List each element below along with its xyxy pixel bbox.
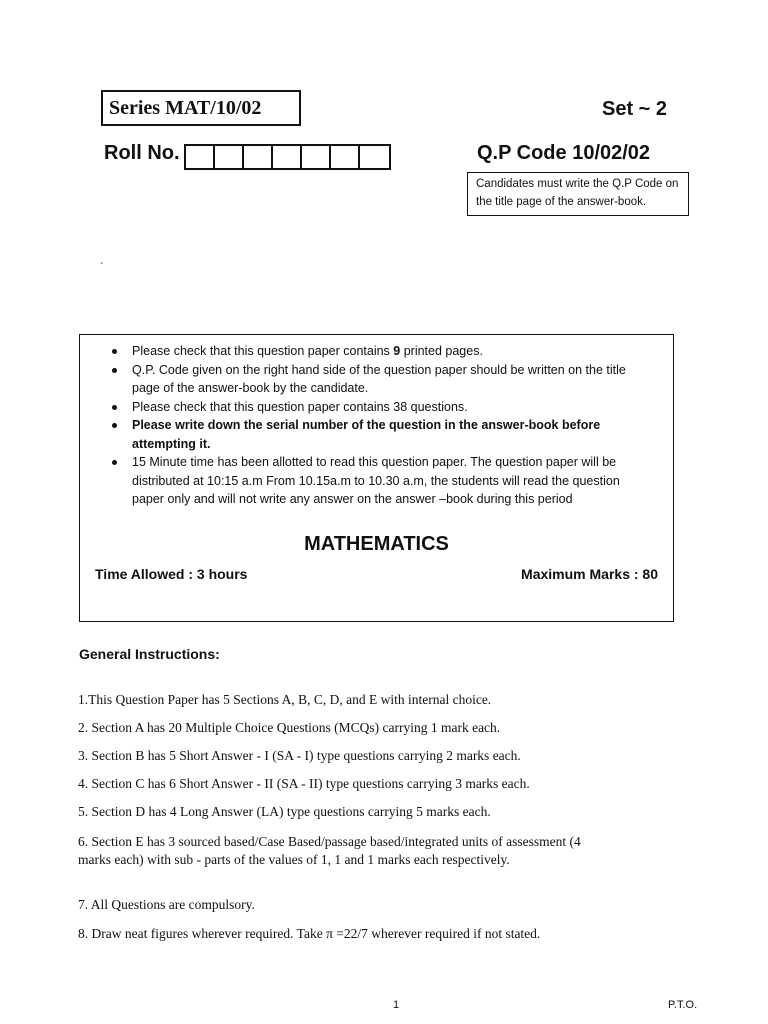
stray-mark: - — [100, 258, 104, 269]
instruction-item: Please write down the serial number of the question in the answer-book before attempting it. — [110, 416, 640, 453]
instructions-list — [110, 342, 640, 509]
general-instructions-heading: General Instructions: — [79, 646, 220, 662]
pto-label: P.T.O. — [668, 999, 698, 1011]
roll-number-box — [331, 146, 360, 168]
series-label: Series MAT/10/02 — [101, 90, 301, 126]
general-instruction-item: 4. Section C has 6 Short Answer - II (SA - II) type questions carrying 3 marks each. — [78, 776, 530, 791]
page-number: 1 — [393, 999, 400, 1011]
instructions-box — [79, 334, 674, 622]
instruction-item: 15 Minute time has been allotted to read this question paper. The question paper will be distributed at 10:15 a.m From 10.15a.m to 10.30 a.m, the students will read the question paper only and will not write any answer on the answer –book during this period — [110, 453, 640, 509]
set-label: Set ~ 2 — [602, 98, 668, 120]
roll-number-box — [186, 146, 215, 168]
roll-number-boxes — [184, 144, 391, 170]
roll-number-box — [360, 146, 389, 168]
instruction-item: Q.P. Code given on the right hand side of the question paper should be written on the title page of the answer-book by the candidate. — [110, 361, 640, 398]
maximum-marks: Maximum Marks : 80 — [521, 566, 658, 582]
roll-number-box — [302, 146, 331, 168]
roll-number-box — [215, 146, 244, 168]
general-instruction-item: 8. Draw neat figures wherever required. Take π =22/7 wherever required if not stated. — [78, 926, 541, 941]
subject-title: MATHEMATICS — [304, 533, 449, 555]
instruction-item: Please check that this question paper contains 9 printed pages. — [110, 342, 640, 361]
qp-code-label: Q.P Code 10/02/02 — [477, 142, 651, 164]
time-allowed: Time Allowed : 3 hours — [95, 566, 248, 582]
general-instruction-item: 1.This Question Paper has 5 Sections A, B, C, D, and E with internal choice. — [78, 692, 492, 707]
general-instruction-item: 5. Section D has 4 Long Answer (LA) type questions carrying 5 marks each. — [78, 804, 491, 819]
general-instruction-item: 2. Section A has 20 Multiple Choice Questions (MCQs) carrying 1 mark each. — [78, 720, 501, 735]
roll-number-box — [273, 146, 302, 168]
roll-number-box — [244, 146, 273, 168]
general-instruction-item: 3. Section B has 5 Short Answer - I (SA - I) type questions carrying 2 marks each. — [78, 748, 521, 763]
instruction-item: Please check that this question paper contains 38 questions. — [110, 398, 640, 417]
general-instruction-item: 6. Section E has 3 sourced based/Case Based/passage based/integrated units of assessment (4 marks each) with sub - parts of the values of 1, 1 and 1 marks each respectively. — [78, 834, 581, 867]
roll-number-label: Roll No. — [104, 142, 180, 164]
qp-code-note: Candidates must write the Q.P Code on the title page of the answer-book. — [467, 172, 689, 216]
general-instruction-item: 7. All Questions are compulsory. — [78, 897, 255, 912]
